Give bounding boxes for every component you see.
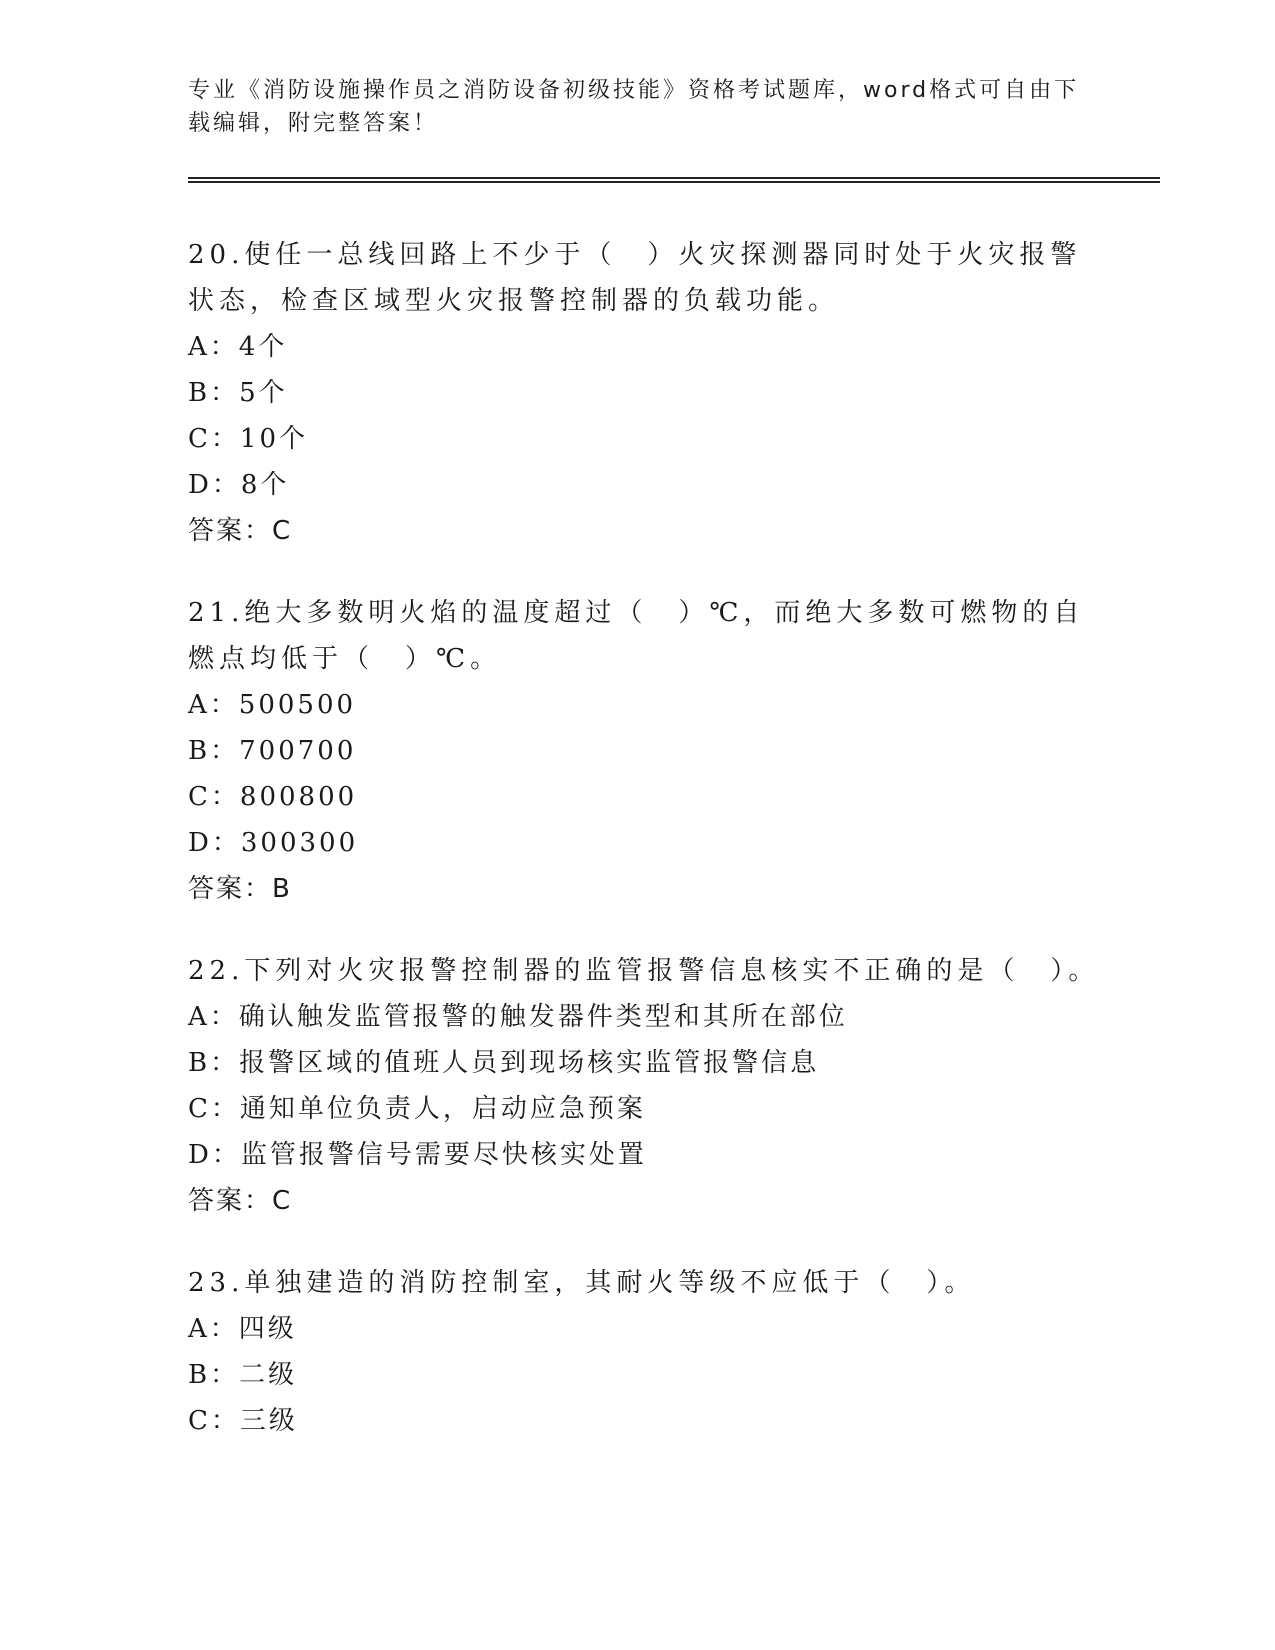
question-text: 22.下列对火灾报警控制器的监管报警信息核实不正确的是（ ）。: [188, 956, 1100, 986]
option-c: [188, 774, 1108, 820]
question-22: [188, 948, 1108, 1224]
option-key: A：: [188, 332, 239, 362]
question-text: 23.单独建造的消防控制室，其耐火等级不应低于（ ）。: [188, 1268, 976, 1298]
option-key: D：: [188, 828, 241, 858]
option-key: C：: [188, 1406, 240, 1436]
option-value: 监管报警信号需要尽快核实处置: [240, 1140, 647, 1170]
option-key: B：: [188, 1048, 240, 1078]
option-value: 确认触发监管报警的触发器件类型和其所在部位: [238, 1002, 848, 1032]
option-value: 报警区域的值班人员到现场核实监管报警信息: [239, 1048, 820, 1078]
document-header: 专业《消防设施操作员之消防设备初级技能》资格考试题库，word格式可自由下载编辑，附完整答案！: [188, 78, 1080, 136]
question-21: [188, 590, 1108, 912]
header-double-rule: [188, 177, 1160, 183]
option-a: [188, 994, 1108, 1040]
option-key: C：: [188, 782, 240, 812]
answer-line: 答案：C: [188, 516, 293, 546]
option-key: B：: [188, 736, 240, 766]
option-key: B：: [188, 1360, 240, 1390]
option-b: [188, 728, 1108, 774]
option-d: [188, 462, 1108, 508]
question-list: [188, 232, 1108, 1480]
option-b: [188, 1040, 1108, 1086]
option-value: 10个: [239, 424, 308, 454]
question-20: [188, 232, 1108, 554]
option-key: A：: [188, 690, 239, 720]
option-key: A：: [188, 1314, 239, 1344]
option-value: 300300: [240, 828, 359, 858]
option-value: 800800: [239, 782, 358, 812]
option-key: D：: [188, 1140, 241, 1170]
question-23: [188, 1260, 1108, 1444]
option-value: 4个: [238, 332, 288, 362]
option-c: [188, 1086, 1108, 1132]
option-key: D：: [188, 470, 241, 500]
answer-line: 答案：C: [188, 1186, 293, 1216]
option-d: [188, 820, 1108, 866]
option-a: [188, 682, 1108, 728]
option-c: [188, 416, 1108, 462]
option-key: A：: [188, 1002, 239, 1032]
option-a: [188, 1306, 1108, 1352]
option-value: 700700: [239, 736, 357, 766]
option-key: B：: [188, 378, 240, 408]
option-value: 四级: [238, 1314, 297, 1344]
option-value: 500500: [238, 690, 357, 720]
option-value: 三级: [239, 1406, 298, 1436]
option-key: C：: [188, 1094, 240, 1124]
option-value: 通知单位负责人，启动应急预案: [239, 1094, 646, 1124]
option-key: C：: [188, 424, 240, 454]
option-a: [188, 324, 1108, 370]
option-value: 8个: [240, 470, 290, 500]
answer-line: 答案：B: [188, 874, 292, 904]
option-d: [188, 1132, 1108, 1178]
question-text: 21.绝大多数明火焰的温度超过（ ）℃，而绝大多数可燃物的自燃点均低于（ ）℃。: [188, 598, 1085, 674]
option-b: [188, 1352, 1108, 1398]
option-value: 5个: [239, 378, 288, 408]
option-c: [188, 1398, 1108, 1444]
option-b: [188, 370, 1108, 416]
question-text: 20.使任一总线回路上不少于（ ）火灾探测器同时处于火灾报警状态，检查区域型火灾报警控制器的负载功能。: [188, 240, 1082, 316]
option-value: 二级: [239, 1360, 298, 1390]
